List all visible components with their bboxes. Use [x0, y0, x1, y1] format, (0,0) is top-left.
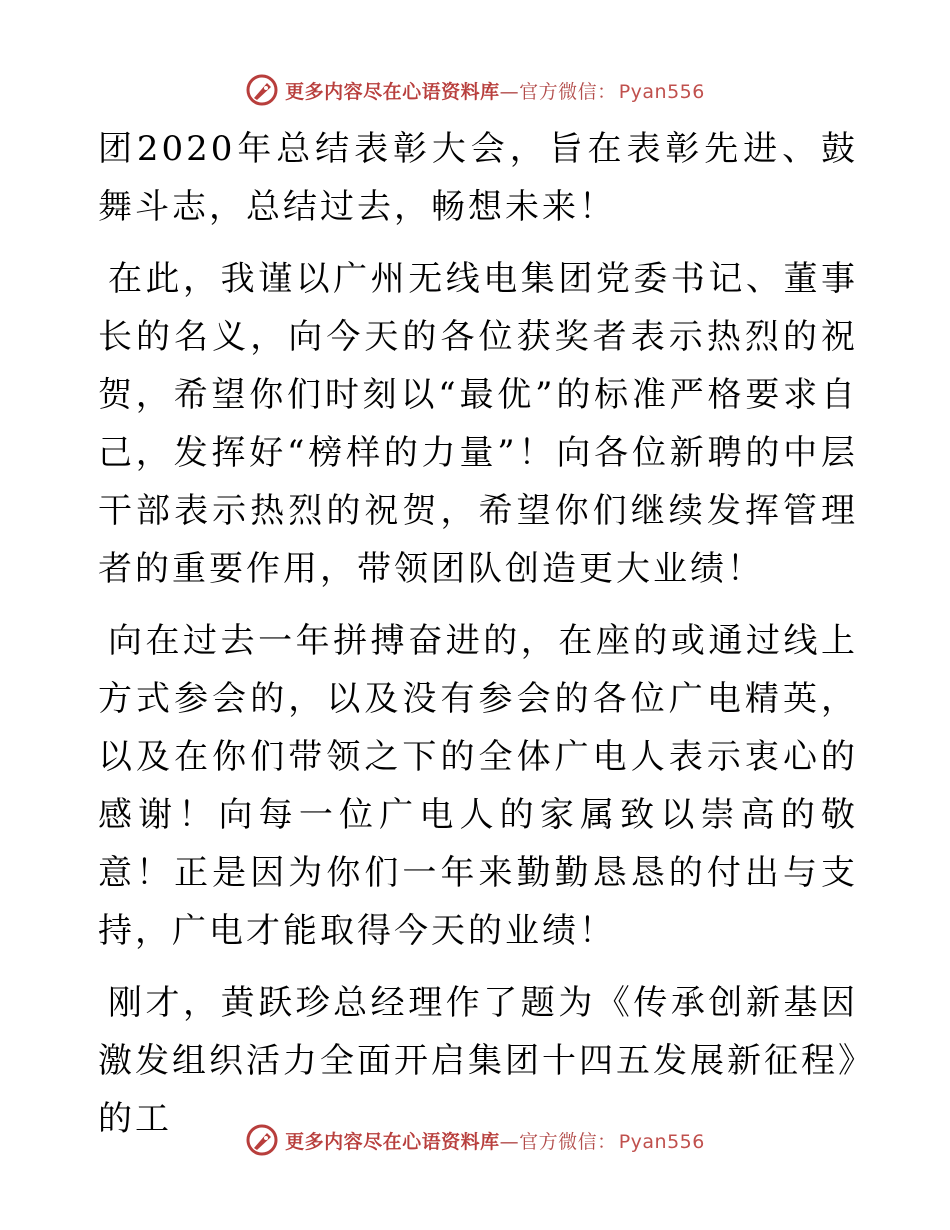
- watermark-wechat-id: Pyan556: [618, 80, 705, 103]
- watermark-main-text: 更多内容尽在心语资料库: [285, 1130, 500, 1153]
- watermark-label: 官方微信：: [519, 1130, 617, 1153]
- watermark-wechat-id: Pyan556: [618, 1130, 705, 1153]
- pen-nib-circle-icon: [245, 1123, 279, 1157]
- paragraph-4: 刚才，黄跃珍总经理作了题为《传承创新基因激发组织活力全面开启集团十四五发展新征程》的工: [98, 983, 858, 1139]
- pen-nib-circle-icon: [245, 73, 279, 107]
- header-watermark: [0, 70, 950, 110]
- paragraph-1: 团2020年总结表彰大会，旨在表彰先进、鼓舞斗志，总结过去，畅想未来！: [98, 129, 858, 227]
- paragraph-3: 向在过去一年拼搏奋进的，在座的或通过线上方式参会的，以及没有参会的各位广电精英，以及在你们带领之下的全体广电人表示衷心的感谢！向每一位广电人的家属致以崇高的敬意！正是因为你们一年来勤勤恳恳的付出与支持，广电才能取得今天的业绩！: [98, 621, 858, 951]
- watermark-text: [285, 77, 705, 104]
- watermark-dash: —: [499, 1130, 520, 1153]
- paragraph-2: 在此，我谨以广州无线电集团党委书记、董事长的名义，向今天的各位获奖者表示热烈的祝贺，希望你们时刻以“最优”的标准严格要求自己，发挥好“榜样的力量”！向各位新聘的中层干部表示热烈的祝贺，希望你们继续发挥管理者的重要作用，带领团队创造更大业绩！: [98, 259, 858, 589]
- watermark-label: 官方微信：: [519, 80, 617, 103]
- watermark-main-text: 更多内容尽在心语资料库: [285, 80, 500, 103]
- document-body: [98, 120, 858, 1162]
- watermark-dash: —: [499, 80, 520, 103]
- footer-watermark: [0, 1120, 950, 1160]
- watermark-text: [285, 1127, 705, 1154]
